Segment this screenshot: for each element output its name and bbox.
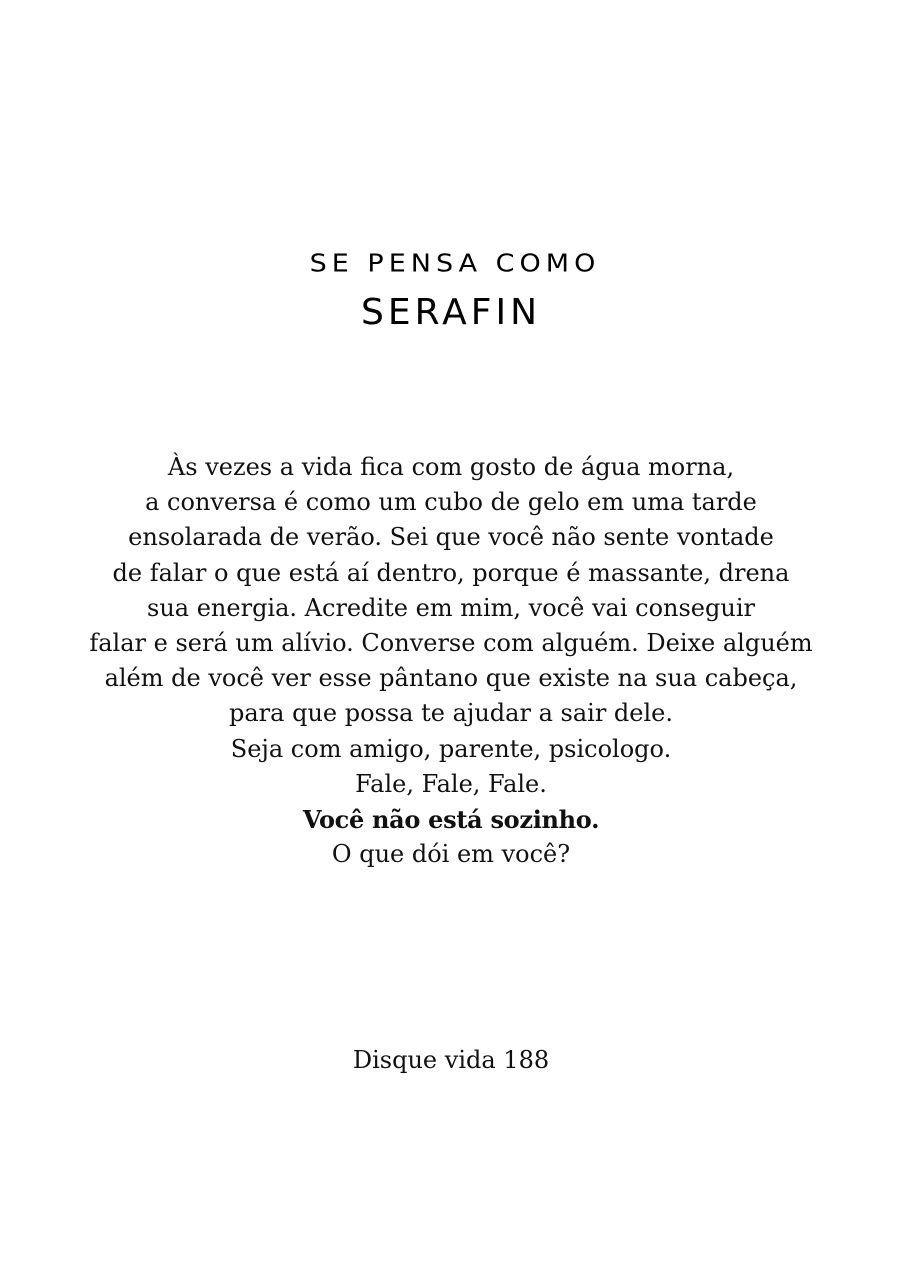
poem-line: Às vezes a vida fica com gosto de água morna, bbox=[167, 453, 735, 481]
poem-line: Seja com amigo, parente, psicologo. bbox=[230, 734, 672, 763]
poem-line: para que possa te ajudar a sair dele. bbox=[229, 699, 673, 728]
page-title bbox=[0, 244, 902, 336]
poem-line: a conversa é como um cubo de gelo em uma tarde bbox=[145, 488, 757, 517]
title-line-1: SE PENSA COMO bbox=[309, 249, 601, 278]
poem-line: de falar o que está aí dentro, porque é massante, drena bbox=[112, 558, 790, 587]
hotline-text: Disque vida 188 bbox=[352, 1046, 550, 1074]
poem-line-emphasis: Você não está sozinho. bbox=[302, 805, 600, 835]
poem-line: falar e será um alívio. Converse com alguém. Deixe alguém bbox=[89, 629, 813, 658]
poem-line: Fale, Fale, Fale. bbox=[355, 769, 547, 798]
poem-line: ensolarada de verão. Sei que você não sente vontade bbox=[128, 523, 774, 552]
poem-line: O que dói em você? bbox=[331, 840, 571, 869]
poem-line: além de você ver esse pântano que existe na sua cabeça, bbox=[104, 664, 798, 693]
poem-line: sua energia. Acredite em mim, você vai conseguir bbox=[147, 593, 755, 622]
title-line-2: SERAFIN bbox=[360, 292, 542, 333]
poem-text bbox=[0, 450, 902, 872]
